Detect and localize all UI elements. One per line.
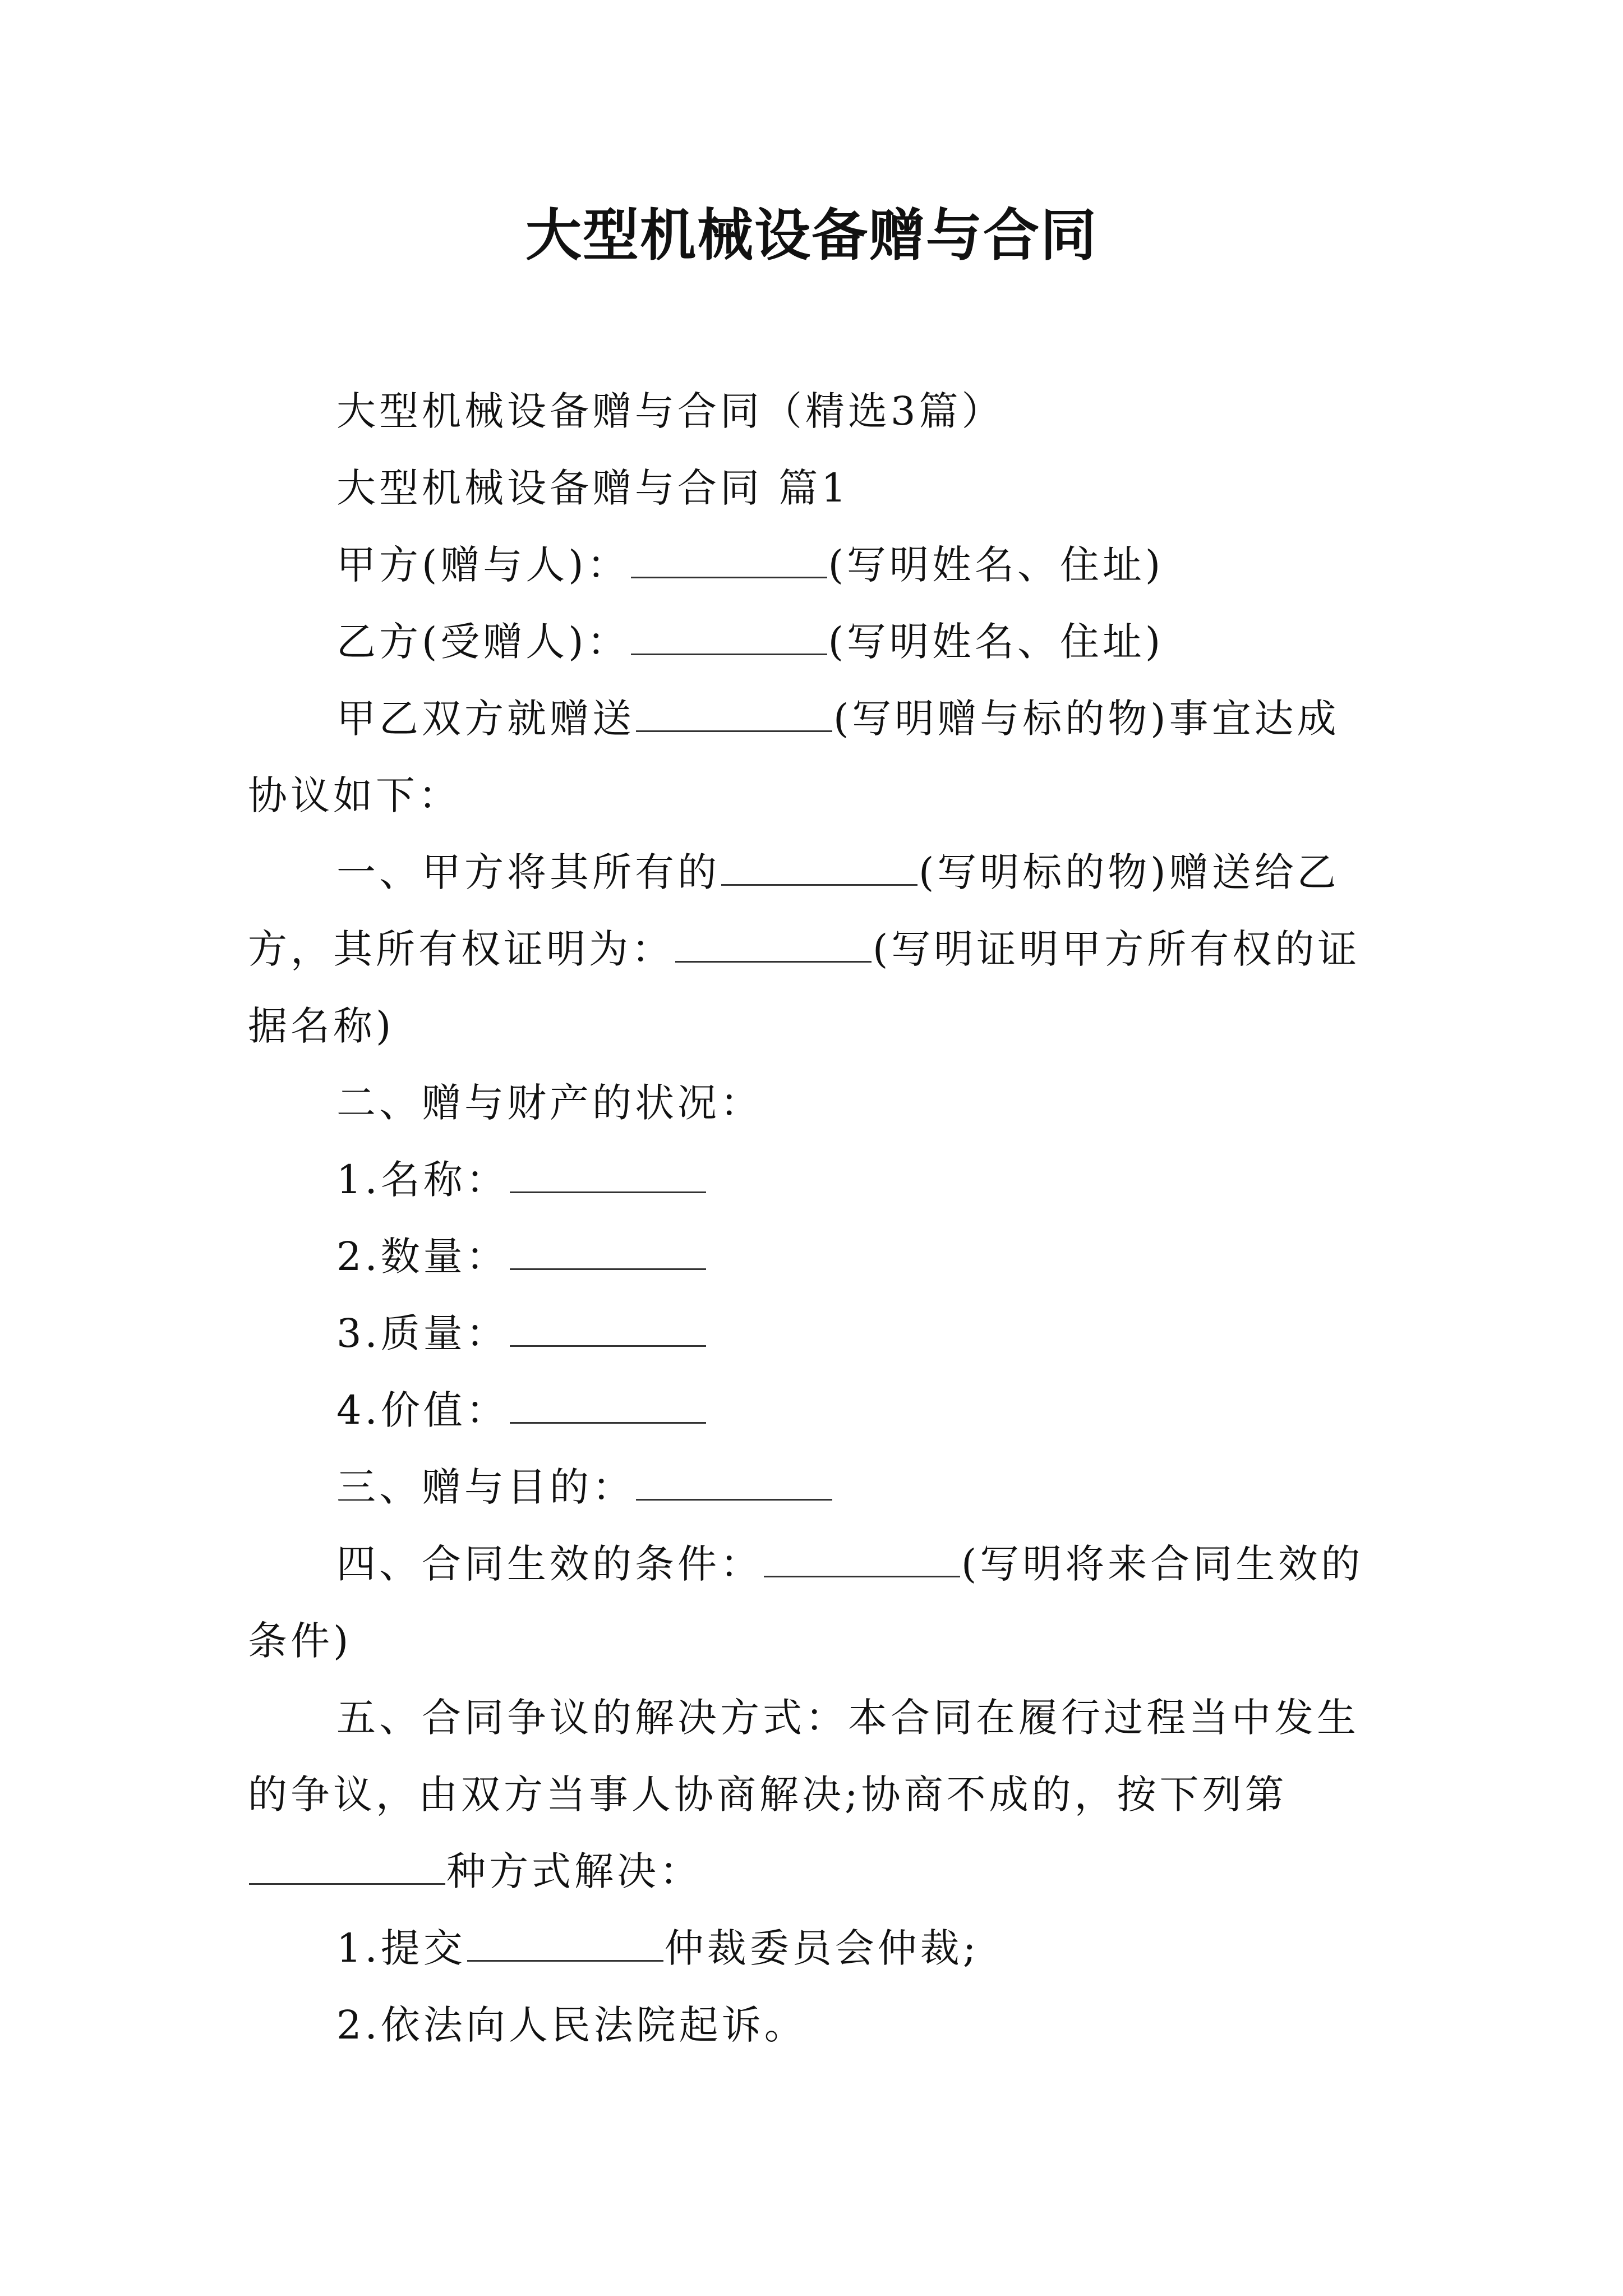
blank-field [675, 927, 872, 963]
clause-5-text-1: 五、合同争议的解决方式：本合同在履行过程当中发生的争议，由双方当事人协商解决;协商不成的，按下列第 [248, 1695, 1359, 1818]
paragraph-clause-3 [248, 1449, 1375, 1526]
paragraph-item-name [248, 1142, 1375, 1218]
agreement-text-1: 甲乙双方就赠送 [336, 696, 635, 742]
party-a-label: 甲方(赠与人)： [336, 542, 630, 588]
paragraph-arbitration [248, 1910, 1375, 1987]
document-body [248, 373, 1375, 2064]
clause-5-text-2: 种方式解决： [446, 1848, 702, 1894]
paragraph-party-b [248, 604, 1375, 680]
blank-field [721, 850, 917, 886]
paragraph-clause-5 [248, 1680, 1375, 1910]
party-a-hint: (写明姓名、住址) [828, 542, 1164, 588]
paragraph-party-a [248, 527, 1375, 604]
paragraph-item-quality [248, 1295, 1375, 1372]
item-name-label: 1.名称： [336, 1157, 509, 1203]
blank-field [631, 620, 827, 655]
clause-4-label: 四、合同生效的条件： [336, 1541, 763, 1587]
clause-2-text: 二、赠与财产的状况： [336, 1080, 763, 1126]
blank-field [764, 1542, 960, 1577]
section-heading-text: 大型机械设备赠与合同 篇1 [336, 465, 850, 511]
paragraph-subtitle [248, 373, 1375, 450]
party-b-hint: (写明姓名、住址) [828, 619, 1164, 665]
clause-4-hint: (写明将来合同生效的条件) [248, 1541, 1364, 1664]
blank-field [510, 1235, 706, 1270]
paragraph-clause-1 [248, 834, 1375, 1065]
clause-3-label: 三、赠与目的： [336, 1464, 635, 1510]
blank-field [636, 697, 832, 732]
arbitration-text-2: 仲裁委员会仲裁; [664, 1925, 980, 1971]
paragraph-clause-4 [248, 1526, 1375, 1680]
paragraph-agreement [248, 680, 1375, 834]
paragraph-litigation [248, 1987, 1375, 2064]
paragraph-section-heading [248, 450, 1375, 527]
document-title: 大型机械设备赠与合同 [525, 203, 1098, 268]
clause-1-text-2: (写明标的物)赠送给乙方，其所有权证明为： [248, 849, 1340, 972]
clause-1-text-3: (写明证明甲方所有权的证据名称) [248, 926, 1361, 1049]
agreement-text-2: (写明赠与标的物)事宜达成协议如下： [248, 696, 1340, 818]
blank-field [510, 1312, 706, 1347]
arbitration-text-1: 1.提交 [336, 1925, 466, 1971]
blank-field [510, 1388, 706, 1424]
blank-field [249, 1849, 445, 1885]
paragraph-clause-2 [248, 1065, 1375, 1142]
item-quality-label: 3.质量： [336, 1310, 509, 1356]
blank-field [636, 1465, 832, 1501]
paragraph-item-quantity [248, 1218, 1375, 1295]
litigation-text: 2.依法向人民法院起诉。 [336, 2002, 807, 2048]
blank-field [467, 1926, 663, 1962]
paragraph-item-value [248, 1372, 1375, 1449]
subtitle-text: 大型机械设备赠与合同（精选3篇） [336, 388, 1004, 434]
item-quantity-label: 2.数量： [336, 1234, 509, 1280]
clause-1-text-1: 一、甲方将其所有的 [336, 849, 720, 895]
blank-field [510, 1158, 706, 1193]
blank-field [631, 543, 827, 578]
item-value-label: 4.价值： [336, 1387, 509, 1433]
party-b-label: 乙方(受赠人)： [336, 619, 630, 665]
